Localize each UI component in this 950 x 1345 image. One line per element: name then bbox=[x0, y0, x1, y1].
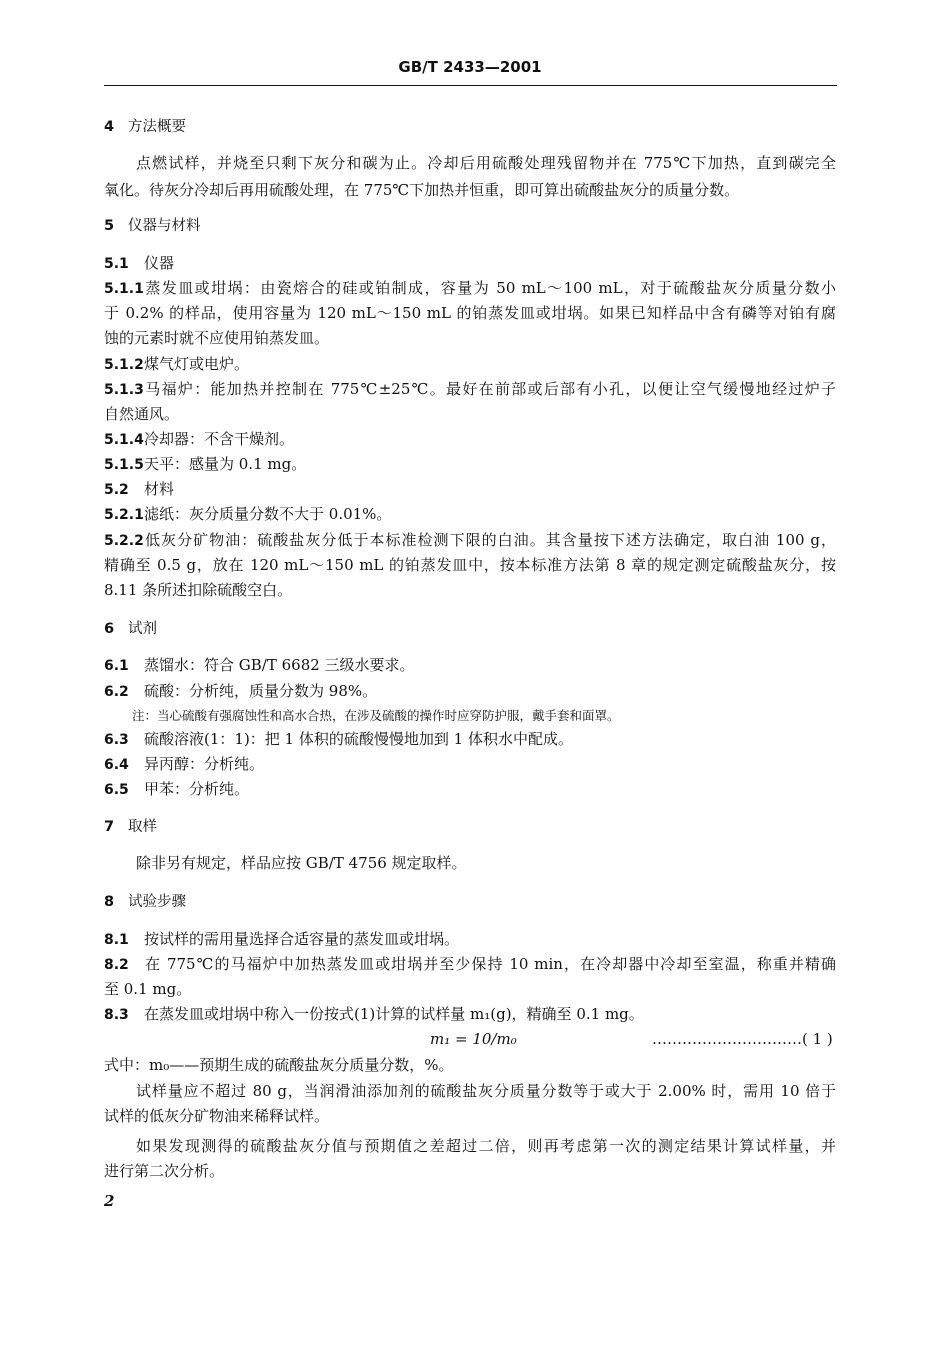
clause-5-1-5 bbox=[104, 454, 306, 475]
clause-text: 硫酸：分析纯，质量分数为 98%。 bbox=[144, 682, 378, 700]
clause-text: 煤气灯或电炉。 bbox=[144, 355, 250, 373]
clause-text: 异丙醇：分析纯。 bbox=[144, 755, 265, 773]
clause-6-2 bbox=[104, 681, 377, 702]
clause-text: 在蒸发皿或坩埚中称入一份按式(1)计算的试样量 m₁(g)，精确至 0.1 mg。 bbox=[144, 1005, 644, 1023]
section-number: 4 bbox=[104, 119, 115, 135]
paragraph: 自然通风。 bbox=[104, 405, 180, 423]
page-number: 2 bbox=[104, 1192, 115, 1210]
paragraph: 试样量应不超过 80 g，当润滑油添加剂的硫酸盐灰分质量分数等于或大于 2.00% 时，需用 10 倍于 bbox=[136, 1082, 836, 1100]
clause-text: 滤纸：灰分质量分数不大于 0.01%。 bbox=[144, 505, 392, 523]
section-title: 试验步骤 bbox=[128, 894, 186, 910]
section-title: 仪器与材料 bbox=[128, 218, 201, 234]
clause-5-1-4 bbox=[104, 429, 294, 450]
paragraph: 进行第二次分析。 bbox=[104, 1162, 225, 1180]
page-header: GB/T 2433—2001 bbox=[398, 58, 542, 76]
clause-text: 蒸发皿或坩埚：由瓷熔合的硅或铂制成，容量为 50 mL～100 mL，对于硫酸盐灰分质量分数小 bbox=[144, 279, 836, 297]
clause-number: 6.1 bbox=[104, 658, 129, 674]
clause-number: 5.1 bbox=[104, 256, 129, 272]
paragraph: 试样的低灰分矿物油来稀释试样。 bbox=[104, 1107, 330, 1125]
clause-text: 低灰分矿物油：硫酸盐灰分低于本标准检测下限的白油。其含量按下述方法确定，取白油 100 g， bbox=[144, 531, 836, 549]
paragraph: 蚀的元素时就不应使用铂蒸发皿。 bbox=[104, 329, 330, 347]
paragraph: 于 0.2% 的样品，使用容量为 120 mL～150 mL 的铂蒸发皿或坩埚。如果已知样品中含有磷等对铂有腐 bbox=[104, 304, 836, 322]
clause-text: 冷却器：不含干燥剂。 bbox=[144, 430, 295, 448]
clause-text: 硫酸溶液(1：1)：把 1 体积的硫酸慢慢地加到 1 体积水中配成。 bbox=[144, 730, 573, 748]
clause-number: 6.4 bbox=[104, 757, 129, 773]
section-6-heading bbox=[104, 619, 157, 639]
clause-number: 8.2 bbox=[104, 957, 129, 973]
clause-8-3 bbox=[104, 1004, 644, 1025]
clause-text: 马福炉：能加热并控制在 775℃±25℃。最好在前部或后部有小孔，以便让空气缓慢地经过炉子 bbox=[144, 380, 836, 398]
clause-text: 材料 bbox=[144, 480, 175, 498]
clause-number: 5.1.3 bbox=[104, 382, 144, 398]
clause-number: 5.1.2 bbox=[104, 357, 144, 373]
paragraph: 至 0.1 mg。 bbox=[104, 980, 192, 998]
section-title: 取样 bbox=[128, 819, 157, 835]
section-8-heading bbox=[104, 892, 186, 912]
clause-5-1-3 bbox=[104, 379, 836, 400]
clause-6-4 bbox=[104, 754, 264, 775]
paragraph: 精确至 0.5 g，放在 120 mL～150 mL 的铂蒸发皿中，按本标准方法第 8 章的规定测定硫酸盐灰分，按 bbox=[104, 556, 836, 574]
clause-5-2-2 bbox=[104, 530, 836, 551]
paragraph: 氧化。待灰分冷却后再用硫酸处理，在 775℃下加热并恒重，即可算出硫酸盐灰分的质量分数。 bbox=[104, 181, 740, 199]
clause-5-2-1 bbox=[104, 504, 391, 525]
clause-number: 5.1.4 bbox=[104, 432, 144, 448]
clause-number: 5.2 bbox=[104, 482, 129, 498]
clause-6-5 bbox=[104, 779, 249, 800]
formula-legend: 式中：m₀——预期生成的硫酸盐灰分质量分数，%。 bbox=[104, 1056, 454, 1074]
clause-number: 6.3 bbox=[104, 732, 129, 748]
clause-8-2 bbox=[104, 954, 836, 975]
clause-text: 在 775℃的马福炉中加热蒸发皿或坩埚并至少保持 10 min，在冷却器中冷却至室温，称重并精确 bbox=[144, 955, 836, 973]
clause-5-1-1 bbox=[104, 278, 836, 299]
clause-text: 甲苯：分析纯。 bbox=[144, 780, 250, 798]
section-number: 8 bbox=[104, 894, 115, 910]
clause-text: 仪器 bbox=[144, 254, 175, 272]
clause-text: 蒸馏水：符合 GB/T 6682 三级水要求。 bbox=[144, 656, 415, 674]
section-number: 5 bbox=[104, 218, 115, 234]
clause-5-1-2 bbox=[104, 354, 249, 375]
section-7-heading bbox=[104, 817, 157, 837]
section-5-heading bbox=[104, 216, 201, 236]
formula-1: m₁ = 10/m₀ bbox=[430, 1030, 517, 1048]
clause-5-2 bbox=[104, 479, 174, 500]
clause-text: 按试样的需用量选择合适容量的蒸发皿或坩埚。 bbox=[144, 930, 460, 948]
section-number: 7 bbox=[104, 819, 115, 835]
paragraph: 如果发现测得的硫酸盐灰分值与预期值之差超过二倍，则再考虑第一次的测定结果计算试样量，并 bbox=[136, 1137, 836, 1155]
clause-6-1 bbox=[104, 655, 415, 676]
clause-number: 5.2.2 bbox=[104, 533, 144, 549]
paragraph: 点燃试样，并烧至只剩下灰分和碳为止。冷却后用硫酸处理残留物并在 775℃下加热，直到碳完全 bbox=[136, 154, 836, 172]
clause-number: 6.5 bbox=[104, 782, 129, 798]
section-number: 6 bbox=[104, 621, 115, 637]
header-rule bbox=[104, 85, 837, 86]
section-4-heading bbox=[104, 117, 186, 137]
clause-number: 6.2 bbox=[104, 684, 129, 700]
clause-number: 8.1 bbox=[104, 932, 129, 948]
section-title: 方法概要 bbox=[128, 119, 186, 135]
section-title: 试剂 bbox=[128, 621, 157, 637]
clause-8-1 bbox=[104, 929, 459, 950]
clause-number: 5.1.5 bbox=[104, 457, 144, 473]
clause-number: 5.2.1 bbox=[104, 507, 144, 523]
paragraph: 8.11 条所述扣除硫酸空白。 bbox=[104, 581, 293, 599]
clause-6-3 bbox=[104, 729, 573, 750]
clause-text: 天平：感量为 0.1 mg。 bbox=[144, 455, 307, 473]
paragraph: 除非另有规定，样品应按 GB/T 4756 规定取样。 bbox=[136, 854, 467, 872]
equation-number: …………………………( 1 ) bbox=[652, 1030, 833, 1048]
clause-5-1 bbox=[104, 253, 174, 274]
clause-number: 8.3 bbox=[104, 1007, 129, 1023]
note: 注：当心硫酸有强腐蚀性和高水合热，在涉及硫酸的操作时应穿防护服，戴手套和面罩。 bbox=[132, 708, 620, 723]
clause-number: 5.1.1 bbox=[104, 281, 144, 297]
